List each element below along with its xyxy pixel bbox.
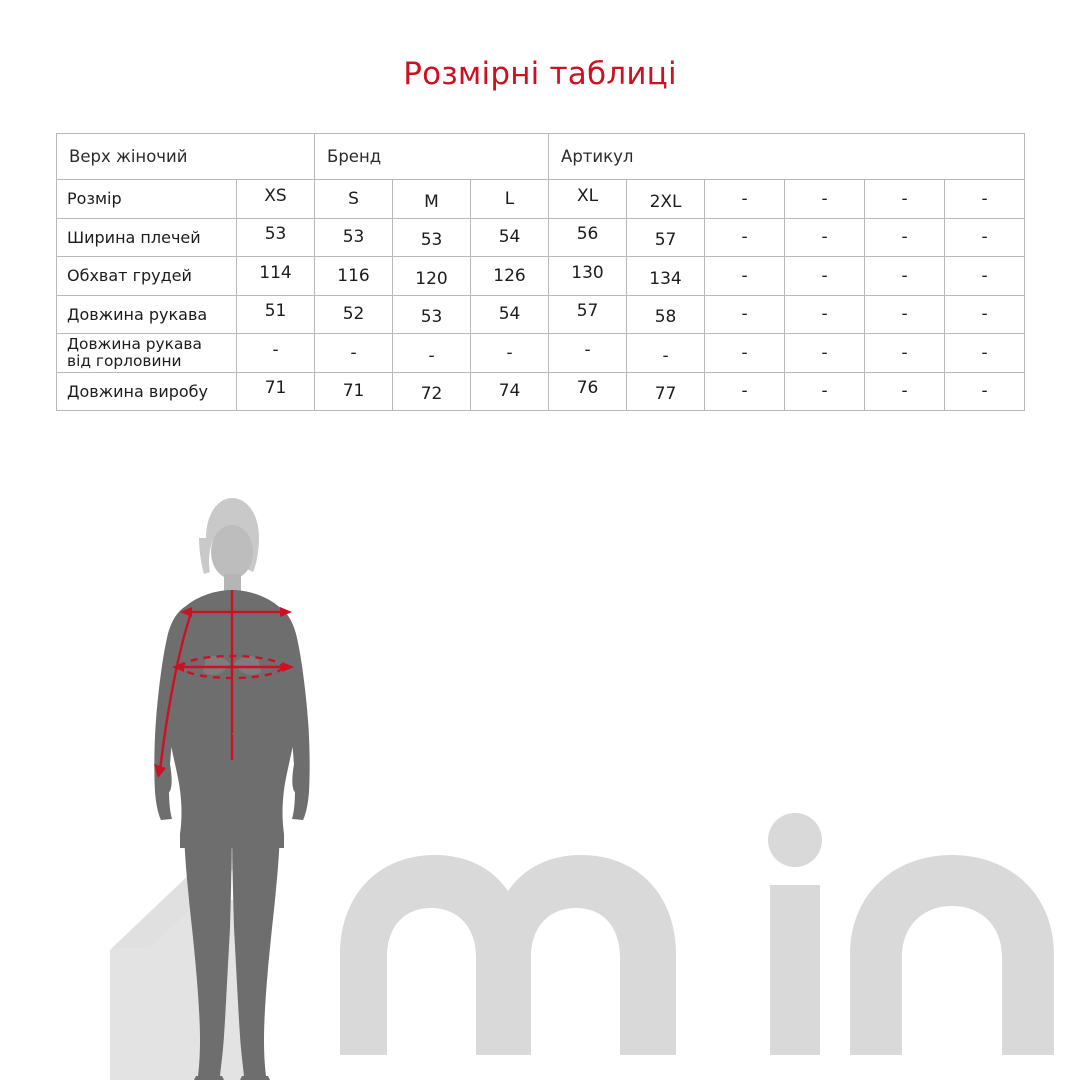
cell-sleeveneck-8: - bbox=[785, 334, 865, 373]
cell-length-xl: 76 bbox=[549, 372, 627, 411]
cell-length-7: - bbox=[705, 372, 785, 411]
cell-chest-xs: 114 bbox=[237, 257, 315, 296]
cell-size-8: - bbox=[785, 180, 865, 219]
cell-shoulder-8: - bbox=[785, 218, 865, 257]
cell-shoulder-xs: 53 bbox=[237, 218, 315, 257]
cell-shoulder-l: 54 bbox=[471, 218, 549, 257]
cell-size-9: - bbox=[865, 180, 945, 219]
cell-sleeveneck-m: - bbox=[393, 334, 471, 373]
cell-shoulder-2xl: 57 bbox=[627, 218, 705, 257]
cell-shoulder-7: - bbox=[705, 218, 785, 257]
row-label-chest: Обхват грудей bbox=[57, 257, 237, 296]
cell-length-s: 71 bbox=[315, 372, 393, 411]
cell-chest-xl: 130 bbox=[549, 257, 627, 296]
cell-sleeveneck-xs: - bbox=[237, 334, 315, 373]
cell-sleeve-10: - bbox=[945, 295, 1025, 334]
cell-sleeveneck-9: - bbox=[865, 334, 945, 373]
cell-sleeve-s: 52 bbox=[315, 295, 393, 334]
row-label-size: Розмір bbox=[57, 180, 237, 219]
cell-chest-9: - bbox=[865, 257, 945, 296]
table-row bbox=[57, 257, 1025, 296]
cell-shoulder-xl: 56 bbox=[549, 218, 627, 257]
row-label-line2: від горловини bbox=[67, 351, 182, 370]
size-table bbox=[56, 133, 1025, 411]
cell-shoulder-10: - bbox=[945, 218, 1025, 257]
row-label-line1: Довжина рукава bbox=[67, 335, 202, 354]
cell-size-s: S bbox=[315, 180, 393, 219]
cell-length-xs: 71 bbox=[237, 372, 315, 411]
cell-sleeve-m: 53 bbox=[393, 295, 471, 334]
cell-chest-m: 120 bbox=[393, 257, 471, 296]
cell-shoulder-s: 53 bbox=[315, 218, 393, 257]
cell-sleeveneck-xl: - bbox=[549, 334, 627, 373]
cell-sleeveneck-l: - bbox=[471, 334, 549, 373]
cell-chest-s: 116 bbox=[315, 257, 393, 296]
header-article: Артикул bbox=[549, 134, 1025, 180]
table-row bbox=[57, 372, 1025, 411]
cell-length-9: - bbox=[865, 372, 945, 411]
table-row bbox=[57, 334, 1025, 373]
measurement-illustration bbox=[0, 430, 1080, 1080]
size-table-container bbox=[56, 133, 1024, 411]
cell-sleeveneck-s: - bbox=[315, 334, 393, 373]
cell-sleeve-xs: 51 bbox=[237, 295, 315, 334]
cell-size-l: L bbox=[471, 180, 549, 219]
cell-chest-2xl: 134 bbox=[627, 257, 705, 296]
cell-sleeve-8: - bbox=[785, 295, 865, 334]
header-category: Верх жіночий bbox=[57, 134, 315, 180]
cell-shoulder-m: 53 bbox=[393, 218, 471, 257]
table-row bbox=[57, 180, 1025, 219]
cell-length-m: 72 bbox=[393, 372, 471, 411]
cell-size-7: - bbox=[705, 180, 785, 219]
table-header-row bbox=[57, 134, 1025, 180]
cell-sleeveneck-7: - bbox=[705, 334, 785, 373]
row-label-sleeve-length: Довжина рукава bbox=[57, 295, 237, 334]
cell-size-2xl: 2XL bbox=[627, 180, 705, 219]
table-row bbox=[57, 295, 1025, 334]
cell-length-10: - bbox=[945, 372, 1025, 411]
cell-sleeve-xl: 57 bbox=[549, 295, 627, 334]
cell-length-l: 74 bbox=[471, 372, 549, 411]
cell-chest-7: - bbox=[705, 257, 785, 296]
cell-size-m: M bbox=[393, 180, 471, 219]
cell-sleeveneck-10: - bbox=[945, 334, 1025, 373]
row-label-shoulder-width: Ширина плечей bbox=[57, 218, 237, 257]
cell-length-2xl: 77 bbox=[627, 372, 705, 411]
cell-size-10: - bbox=[945, 180, 1025, 219]
watermark-min-logo bbox=[340, 813, 1054, 1055]
cell-size-xs: XS bbox=[237, 180, 315, 219]
header-brand: Бренд bbox=[315, 134, 549, 180]
cell-size-xl: XL bbox=[549, 180, 627, 219]
cell-sleeve-2xl: 58 bbox=[627, 295, 705, 334]
table-row bbox=[57, 218, 1025, 257]
cell-shoulder-9: - bbox=[865, 218, 945, 257]
cell-sleeveneck-2xl: - bbox=[627, 334, 705, 373]
cell-sleeve-l: 54 bbox=[471, 295, 549, 334]
cell-chest-10: - bbox=[945, 257, 1025, 296]
cell-sleeve-7: - bbox=[705, 295, 785, 334]
row-label-sleeve-from-neck bbox=[57, 334, 237, 373]
cell-length-8: - bbox=[785, 372, 865, 411]
cell-chest-l: 126 bbox=[471, 257, 549, 296]
cell-chest-8: - bbox=[785, 257, 865, 296]
row-label-product-length: Довжина виробу bbox=[57, 372, 237, 411]
cell-sleeve-9: - bbox=[865, 295, 945, 334]
page-title: Розмірні таблиці bbox=[403, 56, 677, 92]
